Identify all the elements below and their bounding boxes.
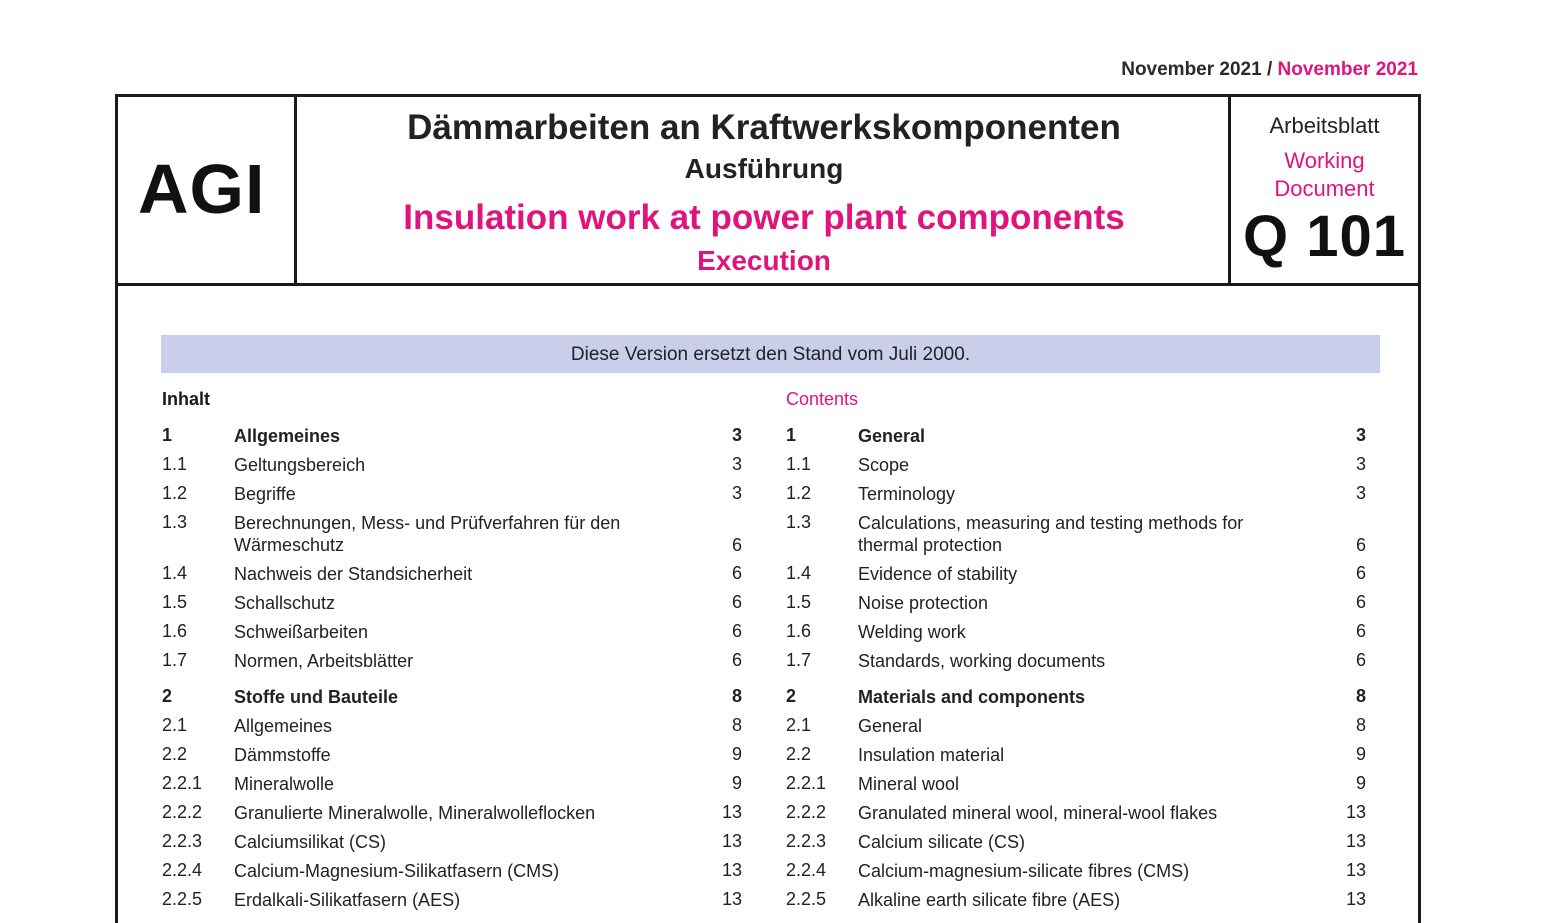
toc-entry-page: 6: [731, 650, 742, 670]
toc-entry-label: Terminology: [858, 484, 956, 504]
toc-entry-page: 13: [1345, 802, 1366, 822]
toc-entry-page: 6: [731, 563, 742, 583]
toc-entry-number: 2.2.2: [786, 802, 827, 822]
toc-entry-page: 3: [1355, 425, 1366, 445]
toc-entry-page: 9: [731, 773, 742, 793]
toc-entry-number: 1: [786, 425, 797, 445]
toc-entry-page: 6: [731, 535, 742, 555]
toc-entry-label: Alkaline earth silicate fibre (AES): [858, 890, 1121, 910]
toc-entry-number: 2.2.2: [162, 802, 203, 822]
toc-entry-page: 13: [721, 802, 742, 822]
toc-entry: [162, 453, 762, 482]
toc-entry-number: 2: [162, 686, 173, 706]
toc-entry-number: 2.2: [162, 744, 188, 764]
document-header: [115, 94, 1421, 286]
title-cell: [297, 97, 1231, 283]
toc-entry: [786, 801, 1386, 830]
toc-entry-label: Insulation material: [858, 745, 1005, 765]
toc-entry-number: 2: [786, 686, 797, 706]
toc-entry-label: Granulated mineral wool, mineral-wool flakes: [858, 803, 1218, 823]
toc-entry: [786, 772, 1386, 801]
toc-entry-label: Nachweis der Standsicherheit: [234, 564, 473, 584]
toc-entry-label: Calcium-magnesium-silicate fibres (CMS): [858, 861, 1190, 881]
subtitle-german: Ausführung: [684, 153, 844, 184]
toc-entry-label: Stoffe und Bauteile: [234, 687, 399, 707]
toc-entry-label: Calciumsilikat (CS): [234, 832, 387, 852]
issue-date-en: November 2021: [1277, 59, 1418, 80]
date-separator: /: [1261, 59, 1278, 80]
toc-entry: [786, 743, 1386, 772]
document-id-cell: [1228, 97, 1418, 283]
toc-entry-label: Allgemeines: [234, 426, 341, 446]
toc-entry-number: 1.6: [786, 621, 812, 641]
toc-entry-number: 2.1: [786, 715, 812, 735]
toc-entry-page: 8: [731, 715, 742, 735]
toc-entry-page: 8: [1355, 686, 1366, 706]
toc-entry: [162, 620, 762, 649]
toc-entry-number: 2.2.5: [162, 889, 203, 909]
toc-entry-number: 1.4: [786, 563, 812, 583]
toc-entry-number: 2.2.1: [162, 773, 203, 793]
toc-entry-label: Allgemeines: [234, 716, 333, 736]
toc-entry-page: 9: [1355, 773, 1366, 793]
toc-entry-number: 1.5: [786, 592, 812, 612]
toc-entry-page: 6: [1355, 621, 1366, 641]
toc-entry-page: 13: [1345, 889, 1366, 909]
toc-entry-page: 6: [1355, 650, 1366, 670]
title-english: Insulation work at power plant components: [403, 198, 1125, 237]
toc-entry-number: 1.4: [162, 563, 188, 583]
toc-entry: [162, 859, 762, 888]
toc-entry: [162, 830, 762, 859]
toc-entry-label: Normen, Arbeitsblätter: [234, 651, 414, 671]
toc-entry-number: 2.1: [162, 715, 188, 735]
toc-entry: [786, 562, 1386, 591]
toc-entry-page: 6: [1355, 563, 1366, 583]
toc-entry-number: 1.3: [786, 512, 812, 532]
toc-entry: [786, 424, 1386, 453]
toc-entry-number: 2.2.3: [786, 831, 827, 851]
toc-entry-page: 6: [1355, 535, 1366, 555]
issue-date-de: November 2021: [1121, 59, 1262, 80]
doc-type-english-line-1: Working: [1284, 148, 1365, 173]
toc-entry-number: 2.2: [786, 744, 812, 764]
doc-type-german: Arbeitsblatt: [1269, 113, 1380, 138]
toc-entry-label: Materials and components: [858, 687, 1086, 707]
toc-entry: [786, 620, 1386, 649]
toc-entry-label: Schweißarbeiten: [234, 622, 369, 642]
toc-entry: [786, 591, 1386, 620]
toc-entry: [786, 830, 1386, 859]
toc-entry-page: 3: [731, 425, 742, 445]
contents-title-german: Inhalt: [162, 389, 210, 409]
toc-entry: [786, 685, 1386, 714]
toc-entry-page: 13: [721, 860, 742, 880]
toc-entry: [162, 801, 762, 830]
toc-german: [162, 424, 762, 917]
toc-entry-label: Scope: [858, 455, 910, 475]
toc-entry-number: 1.2: [162, 483, 188, 503]
toc-entry-label: Erdalkali-Silikatfasern (AES): [234, 890, 461, 910]
toc-entry: [786, 511, 1386, 562]
toc-entry-label: Noise protection: [858, 593, 989, 613]
toc-entry-page: 13: [1345, 860, 1366, 880]
doc-type-english-line-2: Document: [1274, 176, 1375, 201]
logo-cell: [118, 97, 297, 283]
toc-entry-number: 1.5: [162, 592, 188, 612]
toc-entry: [162, 482, 762, 511]
toc-entry: [162, 591, 762, 620]
toc-entry: [162, 772, 762, 801]
toc-entry-number: 1.7: [162, 650, 188, 670]
toc-entry-label: Calcium silicate (CS): [858, 832, 1026, 852]
toc-entry-page: 3: [1355, 483, 1366, 503]
toc-entry-label: Calculations, measuring and testing methods for thermal protection: [858, 513, 1244, 555]
toc-entry-page: 6: [731, 621, 742, 641]
toc-entry-page: 6: [731, 592, 742, 612]
toc-entry-page: 8: [1355, 715, 1366, 735]
issue-date: [1121, 59, 1418, 81]
toc-entry-number: 1.3: [162, 512, 188, 532]
toc-entry: [786, 453, 1386, 482]
toc-entry-label: Mineralwolle: [234, 774, 335, 794]
toc-entry-label: Geltungsbereich: [234, 455, 366, 475]
toc-entry: [786, 714, 1386, 743]
toc-entry-label: Mineral wool: [858, 774, 960, 794]
toc-entry-label: Welding work: [858, 622, 966, 642]
toc-english: [786, 424, 1386, 917]
toc-entry-label: Dämmstoffe: [234, 745, 331, 765]
toc-entry-number: 1.6: [162, 621, 188, 641]
toc-entry-label: General: [858, 426, 926, 446]
toc-entry-number: 2.2.5: [786, 889, 827, 909]
toc-entry-page: 9: [1355, 744, 1366, 764]
toc-entry: [162, 424, 762, 453]
toc-entry: [162, 714, 762, 743]
toc-entry: [162, 562, 762, 591]
toc-entry: [162, 685, 762, 714]
toc-entry: [786, 859, 1386, 888]
toc-entry-label: Berechnungen, Mess- und Prüfverfahren für den Wärmeschutz: [234, 513, 621, 555]
toc-entry: [162, 649, 762, 678]
document-number: Q 101: [1243, 204, 1406, 269]
toc-entry-page: 3: [731, 454, 742, 474]
toc-entry-number: 2.2.1: [786, 773, 827, 793]
toc-entry-label: Calcium-Magnesium-Silikatfasern (CMS): [234, 861, 560, 881]
toc-entry-page: 6: [1355, 592, 1366, 612]
toc-entry: [162, 511, 762, 562]
toc-entry-label: Schallschutz: [234, 593, 336, 613]
toc-entry-label: Begriffe: [234, 484, 296, 504]
toc-entry: [162, 743, 762, 772]
toc-entry-label: Standards, working documents: [858, 651, 1106, 671]
toc-entry-number: 2.2.3: [162, 831, 203, 851]
toc-entry-number: 1.2: [786, 483, 812, 503]
toc-entry-number: 2.2.4: [162, 860, 203, 880]
toc-entry-label: General: [858, 716, 923, 736]
version-banner: Diese Version ersetzt den Stand vom Juli 2000.: [161, 335, 1380, 373]
toc-entry-page: 13: [1345, 831, 1366, 851]
toc-entry-number: 2.2.4: [786, 860, 827, 880]
subtitle-english: Execution: [697, 245, 831, 276]
toc-entry-number: 1.1: [162, 454, 188, 474]
toc-entry-number: 1: [162, 425, 173, 445]
doc-type-english: [1231, 147, 1418, 203]
toc-entry-page: 3: [731, 483, 742, 503]
toc-entry-page: 9: [731, 744, 742, 764]
agi-logo: AGI: [138, 150, 266, 228]
toc-entry-page: 13: [721, 831, 742, 851]
toc-entry-page: 3: [1355, 454, 1366, 474]
toc-entry: [786, 482, 1386, 511]
toc-entry: [786, 649, 1386, 678]
toc-entry-number: 1.1: [786, 454, 812, 474]
contents-title-english: Contents: [786, 389, 859, 409]
toc-entry-number: 1.7: [786, 650, 812, 670]
toc-entry-page: 8: [731, 686, 742, 706]
title-german: Dämmarbeiten an Kraftwerkskomponenten: [407, 108, 1121, 147]
toc-entry-label: Evidence of stability: [858, 564, 1018, 584]
toc-entry-page: 13: [721, 889, 742, 909]
toc-entry-label: Granulierte Mineralwolle, Mineralwolleflocken: [234, 803, 596, 823]
